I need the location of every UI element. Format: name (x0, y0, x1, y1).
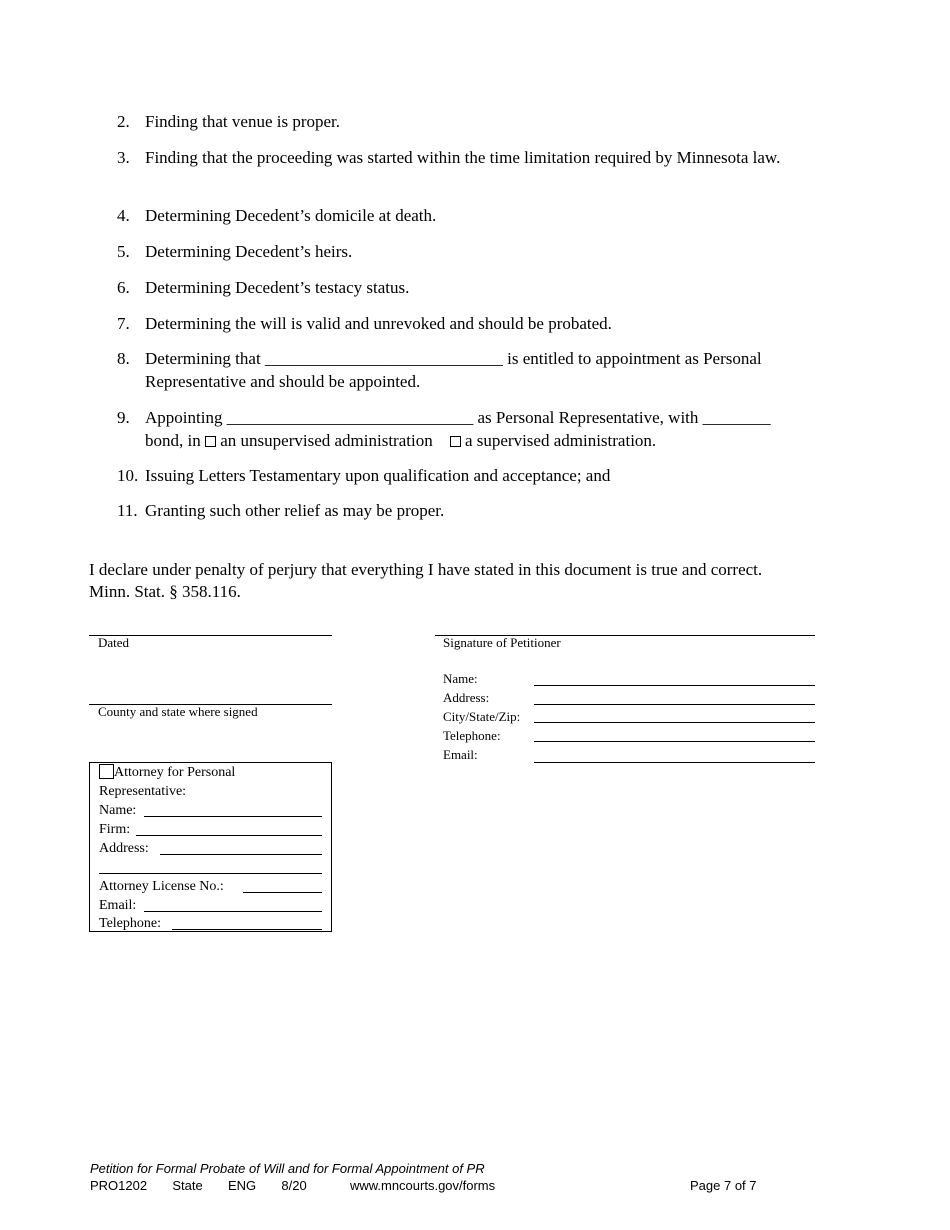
item-number: 2. (117, 112, 130, 131)
attorney-email-field[interactable] (144, 911, 322, 912)
item-text-line2 (145, 429, 835, 452)
item-number: 5. (117, 242, 130, 261)
item-text: Issuing Letters Testamentary upon qualification and acceptance; and (145, 466, 611, 485)
unsupervised-checkbox[interactable] (205, 436, 216, 447)
attorney-checkbox-label: Attorney for Personal (114, 765, 236, 780)
petitioner-fields (443, 669, 520, 764)
item-text: Determining Decedent’s testacy status. (145, 278, 410, 297)
city-field-label: City/State/Zip: (443, 709, 521, 724)
item-number: 11. (117, 501, 138, 520)
item-text-line2: Representative and should be appointed. (145, 372, 421, 391)
dated-label: Dated (98, 635, 130, 650)
item-text: Determining Decedent’s domicile at death. (145, 206, 437, 225)
unsupervised-label: an unsupervised administration (220, 431, 433, 450)
attorney-firm-field[interactable] (136, 835, 322, 836)
telephone-field[interactable] (534, 741, 815, 742)
bond-text: bond, in (145, 431, 201, 450)
item-text: Determining Decedent’s heirs. (145, 242, 353, 261)
attorney-address-label: Address: (99, 841, 149, 856)
supervised-checkbox[interactable] (450, 436, 461, 447)
attorney-email-label: Email: (99, 898, 137, 913)
footer-date: 8/20 (281, 1178, 307, 1193)
attorney-firm-label: Firm: (99, 822, 131, 837)
city-field[interactable] (534, 722, 815, 723)
item-text: Finding that venue is proper. (145, 112, 341, 131)
county-label: County and state where signed (98, 704, 258, 719)
declaration-line1: I declare under penalty of perjury that everything I have stated in this document is true and correct. (89, 560, 763, 579)
name-field-label: Name: (443, 671, 478, 686)
footer-title: Petition for Formal Probate of Will and for Formal Appointment of PR (90, 1161, 485, 1176)
footer-page-number: Page 7 of 7 (690, 1178, 757, 1193)
attorney-box (89, 762, 332, 932)
declaration (89, 559, 834, 603)
item-number: 8. (117, 349, 130, 368)
attorney-label-2: Representative: (99, 784, 187, 799)
item-number: 10. (117, 466, 139, 485)
item-text-line1: Determining that ____________________________ is entitled to appointment as Personal (145, 349, 762, 368)
petitioner-signature-label: Signature of Petitioner (443, 635, 561, 650)
item-text: Determining the will is valid and unrevoked and should be probated. (145, 314, 612, 333)
footer-state: State (172, 1178, 203, 1193)
attorney-telephone-field[interactable] (172, 929, 322, 930)
item-text: Granting such other relief as may be proper. (145, 501, 445, 520)
footer-form-code: PRO1202 (90, 1178, 148, 1193)
attorney-license-field[interactable] (243, 892, 322, 893)
item-text-line1: Appointing _____________________________ as Personal Representative, with ________ (145, 408, 771, 427)
attorney-checkbox[interactable] (99, 764, 114, 779)
footer-url[interactable]: www.mncourts.gov/forms (349, 1178, 496, 1193)
email-field-label: Email: (443, 747, 478, 762)
item-number: 7. (117, 314, 130, 333)
attorney-name-field[interactable] (144, 816, 322, 817)
address-field[interactable] (534, 704, 815, 705)
email-field[interactable] (534, 762, 815, 763)
item-number: 9. (117, 408, 130, 427)
item-number: 6. (117, 278, 130, 297)
footer-form-info (90, 1178, 495, 1193)
attorney-checkbox-row (99, 763, 235, 783)
telephone-field-label: Telephone: (443, 728, 501, 743)
attorney-telephone-label: Telephone: (99, 916, 161, 931)
attorney-address-field-2[interactable] (99, 873, 322, 874)
item-number: 4. (117, 206, 130, 225)
address-field-label: Address: (443, 690, 490, 705)
attorney-name-label: Name: (99, 803, 137, 818)
item-number: 3. (117, 148, 130, 167)
supervised-label: a supervised administration. (464, 431, 657, 450)
item-text: Finding that the proceeding was started within the time limitation required by Minnesota law. (145, 148, 781, 167)
attorney-address-field[interactable] (160, 854, 322, 855)
attorney-license-label: Attorney License No.: (99, 879, 224, 894)
name-field[interactable] (534, 685, 815, 686)
footer-language: ENG (227, 1178, 257, 1193)
declaration-statute: Minn. Stat. § 358.116. (89, 582, 241, 601)
